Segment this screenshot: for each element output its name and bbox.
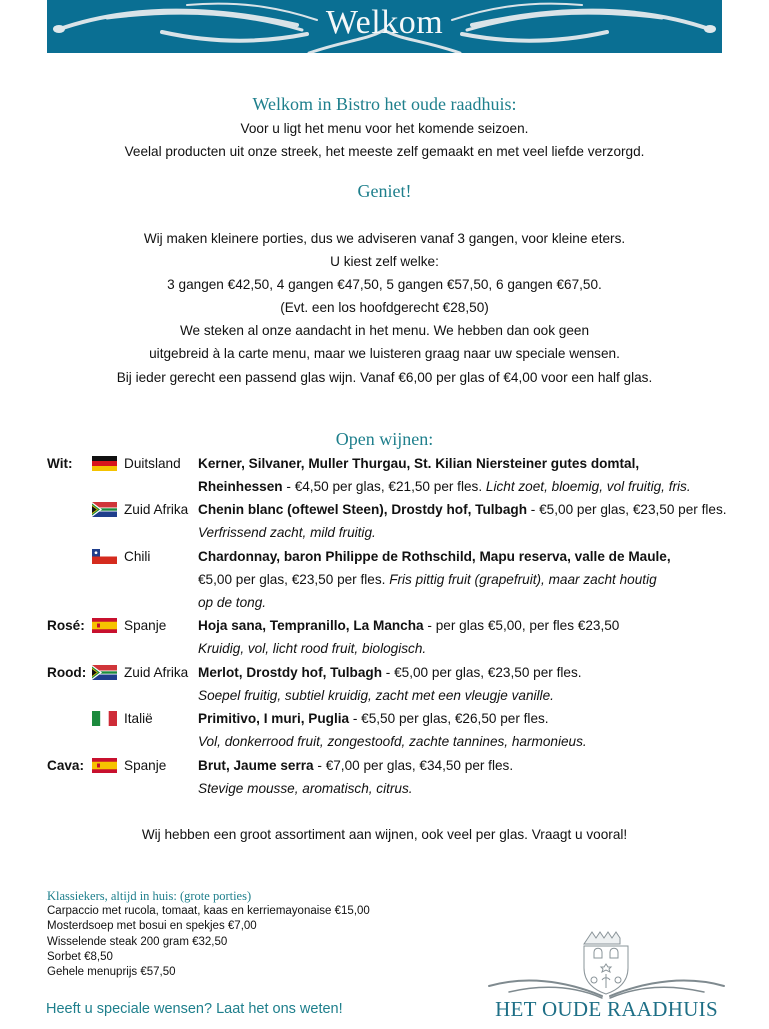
wine-name: Hoja sana, Tempranillo, La Mancha (198, 618, 424, 633)
wine-country: Chili (124, 549, 151, 564)
wine-category: Cava: (47, 758, 85, 773)
menu-info-line: We steken al onze aandacht in het menu. We hebben dan ook geen (179, 323, 590, 338)
wine-country: Spanje (124, 758, 167, 773)
germany-flag-icon (92, 456, 117, 471)
wine-category: Wit: (47, 456, 73, 471)
wine-row (0, 754, 769, 777)
wine-country: Italië (124, 711, 153, 726)
wine-description (198, 754, 513, 777)
wine-name: Kerner, Silvaner, Muller Thurgau, St. Kilian Niersteiner gutes domtal, (198, 456, 640, 471)
menu-info-line: (Evt. een los hoofdgerecht €28,50) (280, 300, 489, 315)
wine-description (198, 637, 426, 660)
intro-heading: Welkom in Bistro het oude raadhuis: (252, 94, 517, 114)
wine-row (0, 591, 769, 614)
logo-text: HET OUDE RAADHUIS (495, 997, 718, 1021)
wine-row (0, 637, 769, 660)
wine-price: - €5,50 per glas, €26,50 per fles. (349, 711, 549, 726)
wine-description (198, 521, 376, 544)
south-africa-flag-icon (92, 665, 117, 680)
wine-tasting-note: Kruidig, vol, licht rood fruit, biologisch. (198, 641, 427, 656)
wine-name: Chardonnay, baron Philippe de Rothschild, Mapu reserva, valle de Maule, (198, 549, 671, 564)
classics-item: Carpaccio met rucola, tomaat, kaas en kerriemayonaise €15,00 (47, 905, 370, 918)
welcome-banner (47, 0, 722, 53)
spain-flag-icon (92, 618, 117, 633)
wine-country: Zuid Afrika (124, 665, 189, 680)
wines-heading: Open wijnen: (335, 429, 434, 449)
wine-name: Primitivo, I muri, Puglia (198, 711, 350, 726)
chile-flag-icon (92, 549, 117, 564)
wine-row (0, 707, 769, 730)
banner-title: Welkom (325, 4, 444, 41)
wine-tasting-note: Fris pittig fruit (grapefruit), maar zacht houtig (389, 572, 657, 587)
wine-tasting-note: Stevige mousse, aromatisch, citrus. (198, 781, 413, 796)
wine-row (0, 475, 769, 498)
south-africa-flag-icon (92, 502, 117, 517)
intro-line: Veelal producten uit onze streek, het meeste zelf gemaakt en met veel liefde verzorgd. (124, 144, 645, 159)
classics-item: Wisselende steak 200 gram €32,50 (47, 935, 228, 948)
menu-prices-line: 3 gangen €42,50, 4 gangen €47,50, 5 gangen €57,50, 6 gangen €67,50. (167, 277, 602, 292)
classics-item: Sorbet €8,50 (47, 950, 113, 963)
wine-description (198, 568, 657, 591)
wine-row (0, 661, 769, 684)
wine-description (198, 661, 582, 684)
wine-name: Merlot, Drostdy hof, Tulbagh (198, 665, 383, 680)
menu-info-line: U kiest zelf welke: (330, 254, 439, 269)
wine-description (198, 545, 671, 568)
menu-info-line: Bij ieder gerecht een passend glas wijn. Vanaf €6,00 per glas of €4,00 voor een half glas. (116, 370, 653, 385)
wine-row (0, 614, 769, 637)
menu-info-line: Wij maken kleinere porties, dus we adviseren vanaf 3 gangen, voor kleine eters. (143, 231, 626, 246)
wine-description (198, 777, 413, 800)
wine-row (0, 568, 769, 591)
wine-country: Zuid Afrika (124, 502, 189, 517)
wine-name: Rheinhessen (198, 479, 283, 494)
wine-row (0, 777, 769, 800)
wine-tasting-note: Verfrissend zacht, mild fruitig. (198, 525, 376, 540)
italy-flag-icon (92, 711, 117, 726)
wine-description (198, 614, 619, 637)
wine-price: - €5,00 per glas, €23,50 per fles. (527, 502, 727, 517)
wine-price: - €4,50 per glas, €21,50 per fles. (282, 479, 486, 494)
special-wishes-note: Heeft u speciale wensen? Laat het ons weten! (46, 1001, 343, 1017)
wine-name: Brut, Jaume serra (198, 758, 314, 773)
intro-subheading: Geniet! (357, 181, 412, 201)
wine-row (0, 521, 769, 544)
logo (484, 928, 729, 1024)
wine-price: €5,00 per glas, €23,50 per fles. (198, 572, 390, 587)
wine-description (198, 730, 587, 753)
wine-tasting-note: Licht zoet, bloemig, vol fruitig, fris. (485, 479, 691, 494)
wine-tasting-note: Vol, donkerrood fruit, zongestoofd, zachte tannines, harmonieus. (198, 734, 587, 749)
wine-row (0, 684, 769, 707)
menu-info-line: uitgebreid à la carte menu, maar we luisteren graag naar uw speciale wensen. (149, 346, 620, 361)
wine-name: Chenin blanc (oftewel Steen), Drostdy hof, Tulbagh (198, 502, 528, 517)
wine-row (0, 545, 769, 568)
wine-price: - per glas €5,00, per fles €23,50 (423, 618, 620, 633)
wine-tasting-note: Soepel fruitig, subtiel kruidig, zacht met een vleugje vanille. (198, 688, 554, 703)
wine-price: - €7,00 per glas, €34,50 per fles. (313, 758, 514, 773)
classics-section (47, 889, 370, 980)
wine-country: Duitsland (124, 456, 181, 471)
wines-note: Wij hebben een groot assortiment aan wijnen, ook veel per glas. Vraagt u vooral! (141, 827, 628, 842)
wine-row (0, 498, 769, 521)
classics-item: Gehele menuprijs €57,50 (47, 966, 176, 979)
classics-item: Mosterdsoep met bosui en spekjes €7,00 (47, 920, 257, 933)
wine-category: Rood: (47, 665, 87, 680)
wine-tasting-note: op de tong. (198, 595, 267, 610)
wine-description (198, 452, 639, 475)
wine-description (198, 591, 266, 614)
wine-category: Rosé: (47, 618, 85, 633)
wine-description (198, 475, 691, 498)
wine-row (0, 452, 769, 475)
wine-price: - €5,00 per glas, €23,50 per fles. (382, 665, 582, 680)
spain-flag-icon (92, 758, 117, 773)
intro-line: Voor u ligt het menu voor het komende seizoen. (240, 121, 529, 136)
wine-country: Spanje (124, 618, 167, 633)
wine-description (198, 684, 554, 707)
classics-title: Klassiekers, altijd in huis: (grote porties) (47, 889, 252, 903)
wine-row (0, 730, 769, 753)
wine-description (198, 707, 549, 730)
wine-description (198, 498, 727, 521)
